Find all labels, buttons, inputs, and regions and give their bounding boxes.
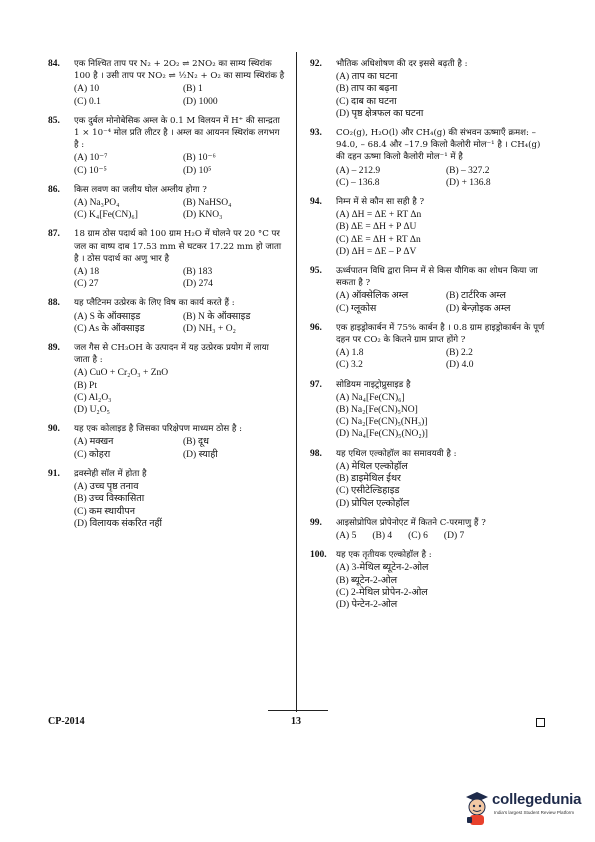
answer-options bbox=[74, 367, 286, 416]
question-body bbox=[336, 379, 550, 441]
answer-option: (D) पेन्टेन-2-ओल bbox=[336, 599, 398, 610]
question-number: 98. bbox=[310, 448, 322, 459]
answer-option: (D) विलायक संकरित नहीं bbox=[74, 518, 163, 529]
answer-option: (A) Na₃PO₄ bbox=[74, 198, 120, 209]
question-body bbox=[336, 196, 550, 258]
answer-option: (C) 3.2 bbox=[336, 360, 363, 371]
question-item bbox=[48, 468, 286, 530]
answer-option: (D) 274 bbox=[183, 279, 213, 290]
answer-option: (B) टार्टरिक अम्ल bbox=[446, 291, 506, 302]
answer-option: (B) ΔE = ΔH + P ΔU bbox=[336, 222, 417, 233]
answer-option: (B) ताप का बढ़ना bbox=[336, 84, 398, 95]
answer-option: (B) डाइमेथिल ईथर bbox=[336, 474, 401, 485]
answer-option: (B) 1 bbox=[183, 84, 203, 95]
answer-option: (D) Na₄[Fe(CN)₅(NO₂)] bbox=[336, 429, 428, 440]
answer-options bbox=[74, 83, 286, 107]
answer-option: (D) U₂O₅ bbox=[74, 405, 110, 416]
question-body bbox=[74, 423, 286, 461]
answer-option: (A) S के ऑक्साइड bbox=[74, 311, 141, 322]
question-number: 99. bbox=[310, 517, 322, 528]
answer-options bbox=[336, 347, 550, 371]
answer-option: (B) 4 bbox=[372, 530, 393, 541]
question-stem: यह एथिल एल्कोहॉल का समावयवी है : bbox=[336, 448, 457, 459]
question-item bbox=[48, 58, 286, 108]
answer-option: (D) 1000 bbox=[183, 96, 218, 107]
question-body bbox=[74, 184, 286, 222]
answer-option: (A) 3-मेथिल ब्यूटेन-2-ओल bbox=[336, 563, 429, 574]
question-stem: जल गैस से CH₃OH के उत्पादन में यह उत्प्रेरक प्रयोग में लाया जाता है : bbox=[74, 343, 269, 366]
question-stem: यह एक कोलाइड है जिसका परिक्षेपण माध्यम ठोस है : bbox=[74, 424, 243, 435]
answer-option: (C) एसीटेल्डिहाइड bbox=[336, 486, 400, 497]
question-number: 92. bbox=[310, 59, 322, 69]
answer-options bbox=[74, 436, 286, 460]
answer-option: (D) 7 bbox=[443, 530, 465, 541]
question-number: 91. bbox=[48, 468, 60, 479]
page-footer bbox=[48, 716, 548, 730]
answer-option: (C) 0.1 bbox=[74, 96, 101, 107]
question-body bbox=[74, 468, 286, 530]
question-stem: एक दुर्बल मोनोबेसिक अम्ल के 0.1 M विलयन में H⁺ की सान्द्रता 1 × 10⁻⁴ मोल प्रति लीटर है । अम्ल का आयनन स्थिरांक लगभग है : bbox=[74, 115, 280, 151]
answer-option: (D) 10⁵ bbox=[183, 165, 212, 176]
answer-option: (C) Al₂O₃ bbox=[74, 392, 112, 403]
answer-options bbox=[74, 311, 286, 335]
question-number: 96. bbox=[310, 322, 322, 333]
page-number: 13 bbox=[291, 716, 301, 727]
answer-option: (A) ΔH = ΔE + RT Δn bbox=[336, 210, 422, 221]
answer-option: (C) 27 bbox=[74, 279, 99, 290]
answer-options bbox=[336, 290, 550, 314]
question-number: 97. bbox=[310, 379, 322, 390]
question-number: 95. bbox=[310, 266, 322, 277]
question-number: 90. bbox=[48, 424, 60, 435]
answer-option: (A) उच्च पृष्ठ तनाव bbox=[74, 482, 139, 493]
answer-option: (A) CuO + Cr₂O₃ + ZnO bbox=[74, 368, 169, 379]
left-question-column bbox=[48, 58, 286, 537]
question-number: 84. bbox=[48, 59, 60, 69]
question-item bbox=[310, 549, 550, 611]
question-item bbox=[48, 342, 286, 416]
question-stem: 18 ग्राम ठोस पदार्थ को 100 ग्राम H₂O में घोलने पर 20 °C पर जल का वाष्प दाब 17.53 mm से घटकर 17.22 mm हो जाता है । ठोस पदार्थ का अणु भार है bbox=[74, 229, 282, 264]
answer-option: (B) ब्यूटेन-2-ओल bbox=[336, 575, 398, 586]
question-body bbox=[336, 58, 550, 120]
answer-option: (C) दाब का घटना bbox=[336, 96, 397, 107]
answer-option: (A) 18 bbox=[74, 267, 100, 278]
question-item bbox=[310, 448, 550, 510]
answer-option: (A) मेथिल एल्कोहॉल bbox=[336, 461, 408, 472]
answer-option: (D) NH₃ + O₂ bbox=[183, 323, 236, 334]
square-marker-icon bbox=[536, 718, 545, 727]
question-item bbox=[310, 58, 550, 120]
question-body bbox=[336, 549, 550, 611]
answer-option: (A) ताप का घटना bbox=[336, 72, 398, 83]
question-stem: एक निश्चित ताप पर N₂ + 2O₂ ⇌ 2NO₂ का साम्य स्थिरांक 100 है । उसी ताप पर NO₂ ⇌ ½N₂ + O₂ का साम्य स्थिरांक है bbox=[74, 59, 285, 82]
answer-option: (B) उच्च विस्कासिता bbox=[74, 494, 145, 505]
paper-code: CP-2014 bbox=[48, 716, 85, 727]
answer-options bbox=[336, 530, 550, 542]
answer-option: (D) स्याही bbox=[183, 449, 218, 460]
answer-options bbox=[336, 71, 550, 120]
answer-option: (D) बेन्ज़ोइक अम्ल bbox=[446, 303, 511, 314]
answer-option: (A) 5 bbox=[336, 530, 357, 541]
question-body bbox=[336, 322, 550, 372]
question-stem: आइसोप्रोपिल प्रोपेनोएट में कितने C-परमाणु हैं ? bbox=[336, 517, 486, 528]
question-stem: भौतिक अधिशोषण की दर इससे बढ़ती है : bbox=[336, 59, 468, 69]
question-item bbox=[48, 115, 286, 177]
answer-options bbox=[74, 481, 286, 530]
answer-option: (A) 10⁻⁷ bbox=[74, 153, 108, 164]
answer-option: (C) ΔE = ΔH + RT Δn bbox=[336, 234, 421, 245]
question-body bbox=[74, 58, 286, 108]
question-stem: एक हाइड्रोकार्बन में 75% कार्बन है । 0.8 ग्राम हाइड्रोकार्बन के पूर्ण दहन पर CO₂ के कितने ग्राम प्राप्त होंगे ? bbox=[336, 322, 545, 346]
question-body bbox=[336, 127, 550, 189]
question-number: 87. bbox=[48, 229, 60, 240]
question-item bbox=[48, 423, 286, 461]
answer-option: (C) As के ऑक्साइड bbox=[74, 323, 145, 334]
question-stem: CO₂(g), H₂O(l) और CH₄(g) की संभवन ऊष्माएँ क्रमश: – 94.0, – 68.4 और –17.9 किलो कैलोरी मोल⁻¹ है । CH₄(g) की दहन ऊष्मा किलो कैलोरी मोल⁻¹ में है bbox=[336, 128, 541, 163]
answer-option: (C) – 136.8 bbox=[336, 177, 380, 188]
answer-option: (B) N के ऑक्साइड bbox=[183, 311, 251, 322]
answer-option: (C) Na₂[Fe(CN)₅(NH₃)] bbox=[336, 417, 428, 428]
answer-options bbox=[336, 209, 550, 258]
answer-options bbox=[336, 562, 550, 611]
collegedunia-logo bbox=[462, 788, 588, 828]
answer-option: (A) मक्खन bbox=[74, 437, 114, 448]
question-number: 85. bbox=[48, 115, 60, 126]
answer-option: (B) Na₂[Fe(CN)₅NO] bbox=[336, 405, 418, 416]
question-stem: सोडियम नाइट्रोप्रुसाइड है bbox=[336, 379, 411, 390]
answer-option: (C) ग्लूकोस bbox=[336, 303, 377, 314]
question-stem: किस लवण का जलीय घोल अम्लीय होगा ? bbox=[74, 184, 207, 195]
right-question-column bbox=[310, 58, 550, 618]
answer-option: (C) कम स्थायीपन bbox=[74, 506, 136, 517]
question-number: 94. bbox=[310, 197, 322, 208]
question-number: 89. bbox=[48, 343, 60, 354]
answer-option: (C) K₄[Fe(CN)₆] bbox=[74, 210, 138, 221]
question-stem: यह प्लैटिनम उत्प्रेरक के लिए विष का कार्य करते हैं : bbox=[74, 298, 235, 309]
question-number: 100. bbox=[310, 550, 327, 561]
answer-option: (D) 4.0 bbox=[446, 360, 474, 371]
question-item bbox=[48, 184, 286, 222]
answer-option: (B) दूध bbox=[183, 437, 209, 448]
answer-option: (D) प्रोपिल एल्कोहॉल bbox=[336, 498, 410, 509]
answer-option: (D) + 136.8 bbox=[446, 177, 491, 188]
question-body bbox=[74, 297, 286, 335]
footer-rule bbox=[268, 710, 328, 711]
question-stem: द्रवस्नेही सॉल में होता है bbox=[74, 468, 147, 479]
question-body bbox=[336, 448, 550, 510]
question-item bbox=[310, 127, 550, 189]
question-number: 93. bbox=[310, 128, 322, 139]
brand-name: collegedunia bbox=[492, 791, 582, 808]
answer-option: (A) 1.8 bbox=[336, 348, 364, 359]
answer-options bbox=[74, 266, 286, 290]
answer-option: (D) KNO₃ bbox=[183, 210, 223, 221]
question-item bbox=[310, 379, 550, 441]
question-body bbox=[74, 342, 286, 416]
graduate-mascot-icon bbox=[462, 788, 492, 828]
question-number: 88. bbox=[48, 298, 60, 309]
answer-options bbox=[336, 165, 550, 189]
column-divider bbox=[296, 52, 297, 712]
question-number: 86. bbox=[48, 184, 60, 195]
brand-tagline: India's largest Student Review Platform bbox=[494, 810, 575, 815]
answer-options bbox=[336, 461, 550, 510]
answer-option: (A) ऑक्सेलिक अम्ल bbox=[336, 291, 409, 302]
question-stem: ऊर्ध्वपातन विधि द्वारा निम्न में से किस यौगिक का शोधन किया जा सकता है ? bbox=[336, 266, 538, 289]
question-stem: यह एक तृतीयक एल्कोहॉल है : bbox=[336, 550, 432, 561]
answer-option: (B) NaHSO₄ bbox=[183, 198, 232, 209]
answer-option: (C) 2-मेथिल प्रोपेन-2-ओल bbox=[336, 587, 428, 598]
answer-option: (A) Na₄[Fe(CN)₆] bbox=[336, 392, 405, 403]
question-item bbox=[310, 517, 550, 542]
answer-option: (B) – 327.2 bbox=[446, 165, 490, 176]
answer-option: (A) 10 bbox=[74, 84, 100, 95]
answer-option: (B) 183 bbox=[183, 267, 213, 278]
answer-options bbox=[74, 197, 286, 221]
answer-options bbox=[336, 392, 550, 441]
answer-option: (B) 10⁻⁶ bbox=[183, 153, 216, 164]
answer-option: (D) पृष्ठ क्षेत्रफल का घटना bbox=[336, 108, 424, 119]
answer-option: (D) ΔH = ΔE – P ΔV bbox=[336, 246, 417, 257]
answer-option: (C) कोहरा bbox=[74, 449, 111, 460]
question-body bbox=[74, 228, 286, 290]
answer-option: (B) Pt bbox=[74, 380, 97, 391]
answer-option: (A) – 212.9 bbox=[336, 165, 381, 176]
question-item bbox=[310, 196, 550, 258]
answer-option: (C) 10⁻⁵ bbox=[74, 165, 107, 176]
question-body bbox=[336, 517, 550, 542]
question-item bbox=[48, 228, 286, 290]
answer-option: (B) 2.2 bbox=[446, 348, 473, 359]
question-body bbox=[336, 265, 550, 315]
question-item bbox=[310, 265, 550, 315]
answer-option: (C) 6 bbox=[408, 530, 428, 541]
question-body bbox=[74, 115, 286, 177]
question-item bbox=[48, 297, 286, 335]
question-stem: निम्न में से कौन सा सही है ? bbox=[336, 197, 425, 208]
answer-options bbox=[74, 152, 286, 176]
question-item bbox=[310, 322, 550, 372]
